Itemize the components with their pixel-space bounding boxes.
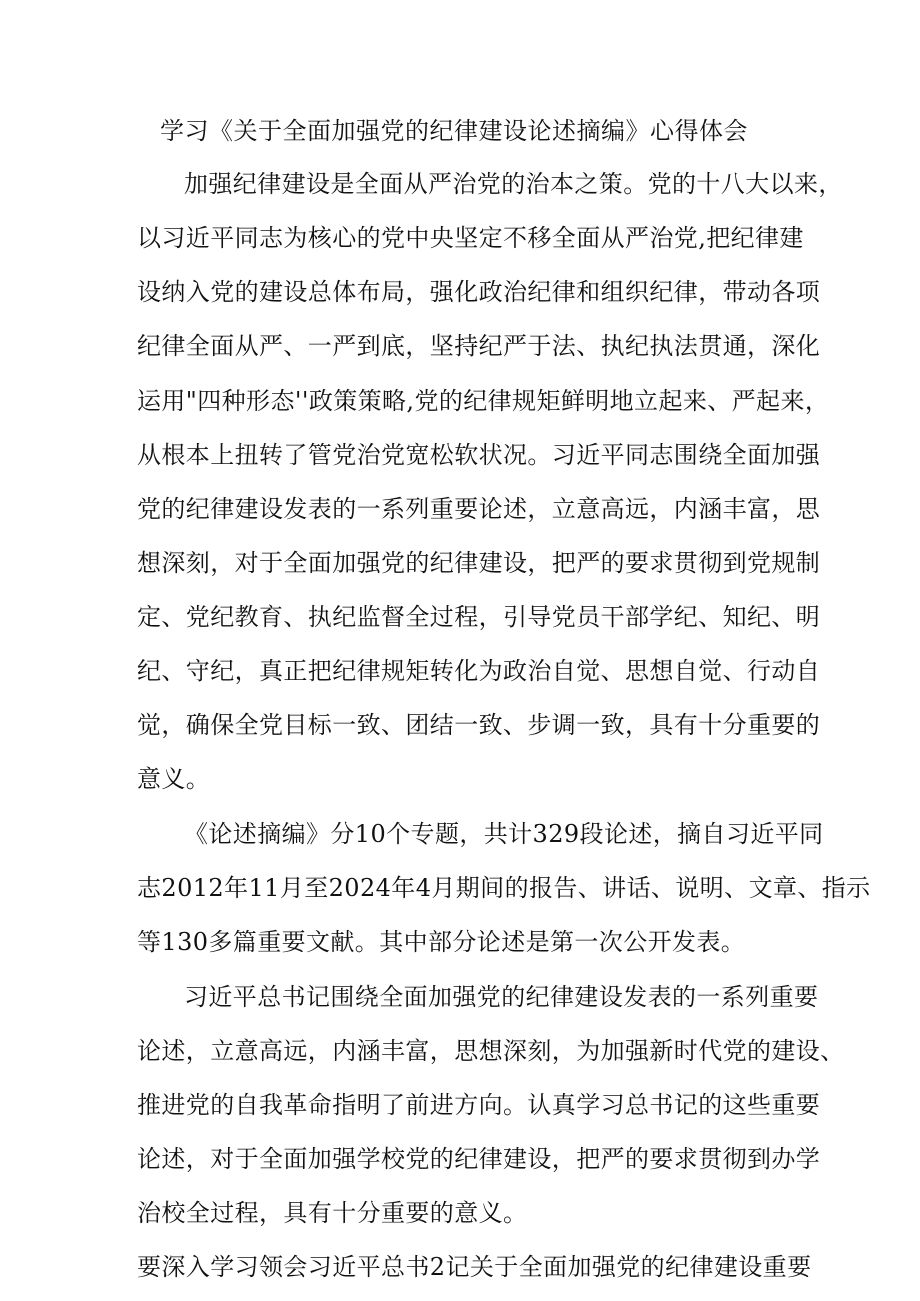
paragraph-1-line-1: 加强纪律建设是全面从严治党的治本之策。党的十八大以来， [184,170,843,198]
paragraph-1-line-2: 以习近平同志为核心的党中央坚定不移全面从严治党,把纪律建 [137,224,804,252]
paragraph-3-line-2: 论述，立意高远，内涵丰富，思想深刻，为加强新时代党的建设、 [137,1037,845,1065]
paragraph-1-line-11: 觉，确保全党目标一致、团结一致、步调一致，具有十分重要的 [137,711,821,739]
paragraph-3-line-5: 治校全过程，具有十分重要的意义。 [137,1199,528,1227]
paragraph-2-line-3: 等130多篇重要文献。其中部分论述是第一次公开发表。 [137,928,746,956]
paragraph-1-line-9: 定、党纪教育、执纪监督全过程，引导党员干部学纪、知纪、明 [137,603,821,631]
paragraph-4-line-1: 要深入学习领会习近平总书2记关于全面加强党的纪律建设重要 [137,1253,812,1281]
paragraph-1-line-5: 运用"四种形态''政策策略,党的纪律规矩鲜明地立起来、严起来， [137,387,830,415]
document-title: 学习《关于全面加强党的纪律建设论述摘编》心得体会 [160,117,748,145]
paragraph-1-line-7: 党的纪律建设发表的一系列重要论述，立意高远，内涵丰富，思 [137,495,821,523]
paragraph-3-line-3: 推进党的自我革命指明了前进方向。认真学习总书记的这些重要 [137,1091,821,1119]
paragraph-3-line-4: 论述，对于全面加强学校党的纪律建设，把严的要求贯彻到办学 [137,1145,821,1173]
paragraph-1-line-8: 想深刻，对于全面加强党的纪律建设，把严的要求贯彻到党规制 [137,549,821,577]
paragraph-3-line-1: 习近平总书记围绕全面加强党的纪律建设发表的一系列重要 [184,983,819,1011]
paragraph-1-line-4: 纪律全面从严、一严到底，坚持纪严于法、执纪执法贯通，深化 [137,332,821,360]
paragraph-1-line-6: 从根本上扭转了管党治党宽松软状况。习近平同志围绕全面加强 [137,441,821,469]
paragraph-2-line-2: 志2012年11月至2024年4月期间的报告、讲话、说明、文章、指示 [137,874,871,902]
paragraph-2-line-1: 《论述摘编》分10个专题，共计329段论述，摘自习近平同 [184,820,824,848]
paragraph-1-line-3: 设纳入党的建设总体布局，强化政治纪律和组织纪律，带动各项 [137,278,821,306]
paragraph-1-line-10: 纪、守纪，真正把纪律规矩转化为政治自觉、思想自觉、行动自 [137,657,821,685]
paragraph-1-line-12: 意义。 [137,765,211,793]
